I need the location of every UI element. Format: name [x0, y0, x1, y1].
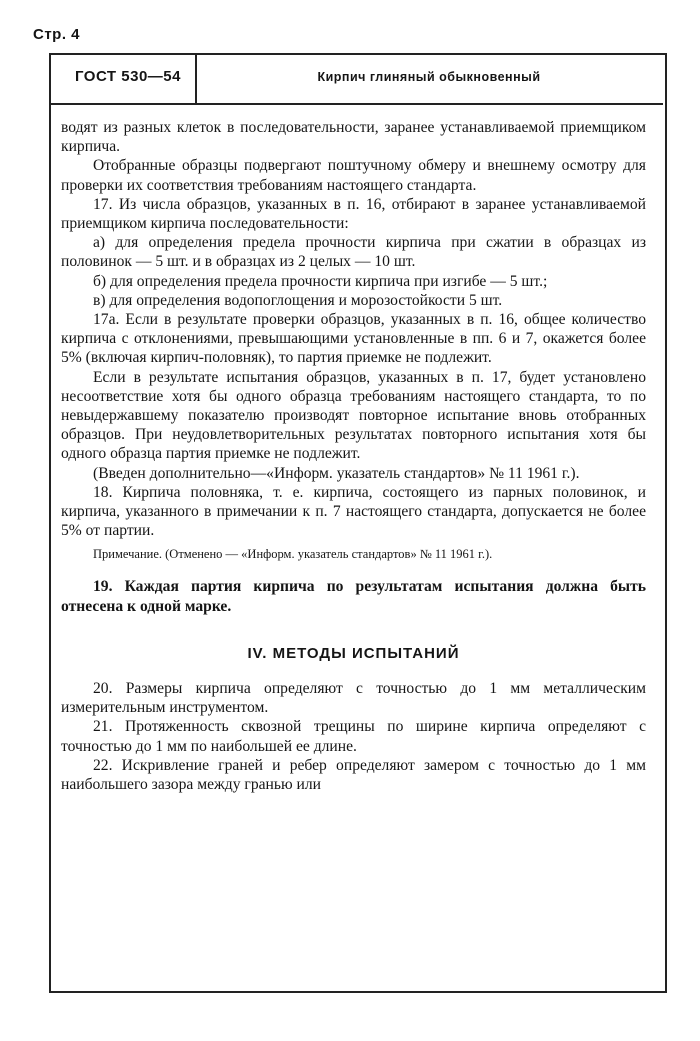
- document-body: [61, 118, 646, 794]
- clause-22: 22. Искривление граней и ребер определяют замером с точностью до 1 мм наибольшего зазора между гранью или: [61, 756, 646, 794]
- clause-18: 18. Кирпича половняка, т. е. кирпича, состоящего из парных половинок, и кирпича, указанного в примечании к п. 7 настоящего стандарта, допускается не более 5% от партии.: [61, 483, 646, 540]
- clause-17: 17. Из числа образцов, указанных в п. 16, отбирают в заранее устанавливаемой приемщиком кирпича последовательности:: [61, 195, 646, 233]
- paragraph: Отобранные образцы подвергают поштучному обмеру и внешнему осмотру для проверки их соответствия требованиям настоящего стандарта.: [61, 157, 646, 194]
- document-title: Кирпич глиняный обыкновенный: [317, 70, 541, 84]
- list-item-c: в) для определения водопоглощения и морозостойкости 5 шт.: [93, 291, 503, 309]
- paragraph: водят из разных клеток в последовательности, заранее устанавливаемой приемщиком кирпича.: [61, 119, 646, 156]
- section-heading: IV. МЕТОДЫ ИСПЫТАНИЙ: [247, 644, 460, 662]
- clause-20: 20. Размеры кирпича определяют с точностью до 1 мм металлическим измерительным инструментом.: [61, 680, 646, 717]
- list-item-b: б) для определения предела прочности кирпича при изгибе — 5 шт.;: [93, 272, 548, 290]
- clause-21: 21. Протяженность сквозной трещины по ширине кирпича определяют с точностью до 1 мм по наибольшей ее длине.: [61, 718, 646, 755]
- standard-number: ГОСТ 530—54: [75, 68, 181, 85]
- paragraph: Если в результате испытания образцов, указанных в п. 17, будет установлено несоответствие хотя бы одного образца требованиям настоящего стандарта, то по невыдержавшему показателю производят повторное испытание вновь отобранных образцов. При неудовлетворительных результатах повторного испытания хотя бы одного образца партия приемке не подлежит.: [61, 368, 646, 463]
- clause-19: 19. Каждая партия кирпича по результатам испытания должна быть отнесена к одной марке.: [61, 578, 646, 615]
- list-item-a: а) для определения предела прочности кирпича при сжатии в образцах из половинок — 5 шт. и в образцах из 2 целых — 10 шт.: [61, 234, 646, 271]
- page-number: Стр. 4: [33, 26, 81, 43]
- document-header: [51, 55, 663, 105]
- remark: Примечание. (Отменено — «Информ. указатель стандартов» № 11 1961 г.).: [93, 547, 493, 562]
- clause-17a: 17а. Если в результате проверки образцов, указанных в п. 16, общее количество кирпича с отклонениями, превышающими установленные в пп. 6 и 7, окажется более 5% (включая кирпич-половняк), то партия приемке не подлежит.: [61, 311, 646, 367]
- bottom-rule: [49, 992, 667, 993]
- amendment-note: (Введен дополнительно—«Информ. указатель стандартов» № 11 1961 г.).: [93, 464, 580, 482]
